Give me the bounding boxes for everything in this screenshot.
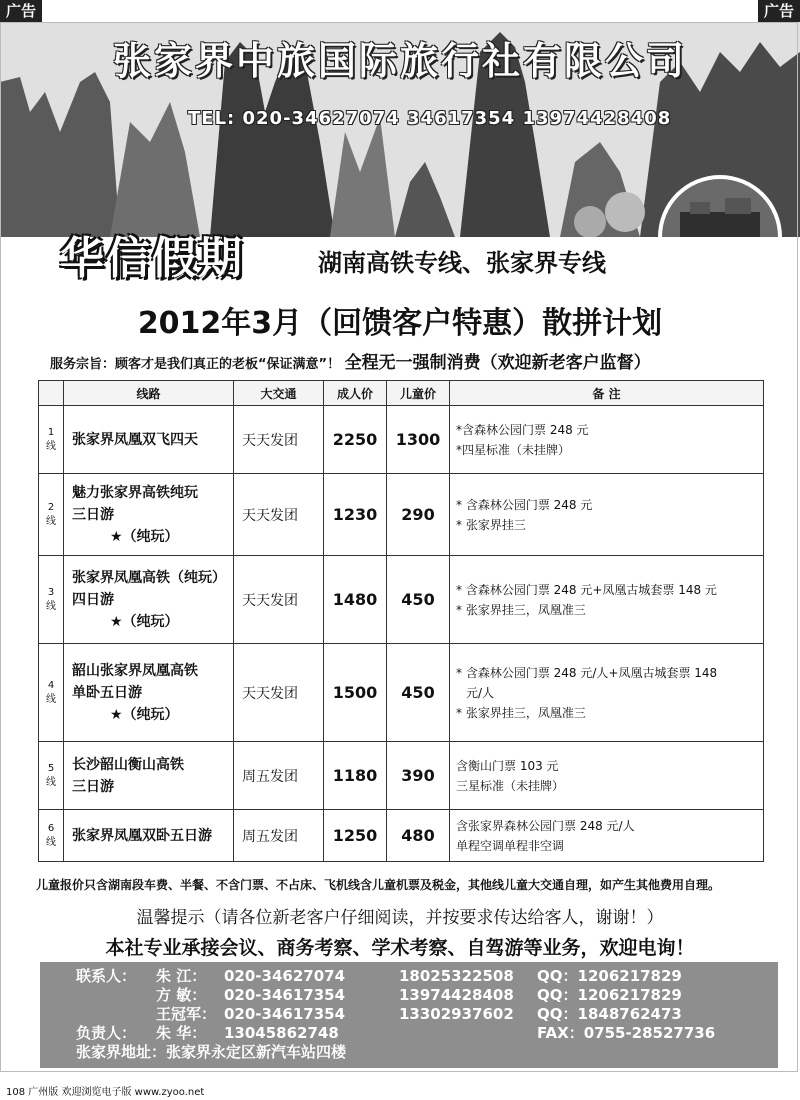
header-telephone: TEL: 020-34627074 34617354 13974428408 <box>188 108 672 129</box>
row-notes: * 含森林公园门票 248 元/人+凤凰古城套票 148 元/人 * 张家界挂三，凤凰准三 <box>450 644 764 742</box>
header-index <box>39 381 64 406</box>
edition-label: 广州版 <box>28 1087 59 1098</box>
table-row <box>39 406 764 474</box>
row-transport: 周五发团 <box>234 742 324 810</box>
row-child-price: 450 <box>387 556 450 644</box>
plan-headline: 2012年3月（回馈客户特惠）散拼计划 <box>137 306 663 341</box>
brand-logo-text: 华信假期 <box>60 233 244 284</box>
row-notes: 含衡山门票 103 元 三星标准（未挂牌） <box>450 742 764 810</box>
table-header-row <box>39 381 764 406</box>
row-notes: *含森林公园门票 248 元 *四星标准（未挂牌） <box>450 406 764 474</box>
service-intro: 服务宗旨：顾客才是我们真正的老板“保证满意”！ <box>50 357 341 372</box>
service-statement <box>50 348 651 373</box>
header-adult-price: 成人价 <box>324 381 387 406</box>
site-link[interactable]: 欢迎浏览电子版 www.zyoo.net <box>61 1087 205 1098</box>
address-row: 张家界地址：张家界永定区新汽车站四楼 <box>76 1043 347 1061</box>
row-transport: 周五发团 <box>234 810 324 862</box>
table-row <box>39 742 764 810</box>
row-route: 长沙韶山衡山高铁 三日游 <box>64 742 234 810</box>
row-transport: 天天发团 <box>234 556 324 644</box>
company-name: 张家界中旅国际旅行社有限公司 <box>112 39 687 83</box>
contact-row: 方 敏： 020-34617354 13974428408 QQ：1206217829 <box>156 986 682 1004</box>
contact-panel <box>40 962 778 1068</box>
row-notes: * 含森林公园门票 248 元+凤凰古城套票 148 元 * 张家界挂三，凤凰准三 <box>450 556 764 644</box>
header-child-price: 儿童价 <box>387 381 450 406</box>
row-index: 5 线 <box>39 742 64 810</box>
header-route: 线路 <box>64 381 234 406</box>
row-adult-price: 1500 <box>324 644 387 742</box>
row-adult-price: 1230 <box>324 474 387 556</box>
row-adult-price: 1480 <box>324 556 387 644</box>
table-row <box>39 644 764 742</box>
row-transport: 天天发团 <box>234 474 324 556</box>
page-footer <box>6 1083 204 1098</box>
row-index: 4 线 <box>39 644 64 742</box>
row-adult-price: 2250 <box>324 406 387 474</box>
header-notes: 备 注 <box>450 381 764 406</box>
row-index: 2 线 <box>39 474 64 556</box>
table-row <box>39 474 764 556</box>
row-index: 6 线 <box>39 810 64 862</box>
row-child-price: 390 <box>387 742 450 810</box>
row-child-price: 290 <box>387 474 450 556</box>
tour-plan-table <box>38 380 764 862</box>
row-notes: * 含森林公园门票 248 元 * 张家界挂三 <box>450 474 764 556</box>
row-route: 韶山张家界凤凰高铁 单卧五日游 ★（纯玩） <box>64 644 234 742</box>
row-route: 张家界凤凰双飞四天 <box>64 406 234 474</box>
row-route: 魅力张家界高铁纯玩 三日游 ★（纯玩） <box>64 474 234 556</box>
row-transport: 天天发团 <box>234 644 324 742</box>
service-promise: 全程无一强制消费（欢迎新老客户监督） <box>344 353 651 373</box>
row-child-price: 450 <box>387 644 450 742</box>
page-number: 108 <box>6 1087 26 1098</box>
row-route: 张家界凤凰双卧五日游 <box>64 810 234 862</box>
contact-row: 联系人： 朱 江： 020-34627074 18025322508 QQ：1206217829 <box>76 967 682 985</box>
row-adult-price: 1250 <box>324 810 387 862</box>
row-child-price: 480 <box>387 810 450 862</box>
contact-row: 负责人： 朱 华： 13045862748 FAX：0755-28527736 <box>76 1024 716 1042</box>
row-child-price: 1300 <box>387 406 450 474</box>
ad-tag-right: 广告 <box>758 0 800 22</box>
header-transport: 大交通 <box>234 381 324 406</box>
contact-row: 王冠军： 020-34617354 13302937602 QQ：1848762473 <box>156 1005 682 1023</box>
row-index: 1 线 <box>39 406 64 474</box>
line-subtitle: 湖南高铁专线、张家界专线 <box>318 249 606 277</box>
row-notes: 含张家界森林公园门票 248 元/人 单程空调单程非空调 <box>450 810 764 862</box>
row-index: 3 线 <box>39 556 64 644</box>
row-transport: 天天发团 <box>234 406 324 474</box>
business-statement: 本社专业承接会议、商务考察、学术考察、自驾游等业务，欢迎电询！ <box>105 937 695 959</box>
row-route: 张家界凤凰高铁（纯玩） 四日游 ★（纯玩） <box>64 556 234 644</box>
ad-tag-left: 广告 <box>0 0 42 22</box>
child-price-footnote: 儿童报价只含湖南段车费、半餐、不含门票、不占床、飞机线含儿童机票及税金，其他线儿童大交通自理，如产生其他费用自理。 <box>36 878 721 892</box>
table-row <box>39 556 764 644</box>
table-row <box>39 810 764 862</box>
reminder-notice: 温馨提示（请各位新老客户仔细阅读，并按要求传达给客人，谢谢！） <box>136 908 664 928</box>
row-adult-price: 1180 <box>324 742 387 810</box>
